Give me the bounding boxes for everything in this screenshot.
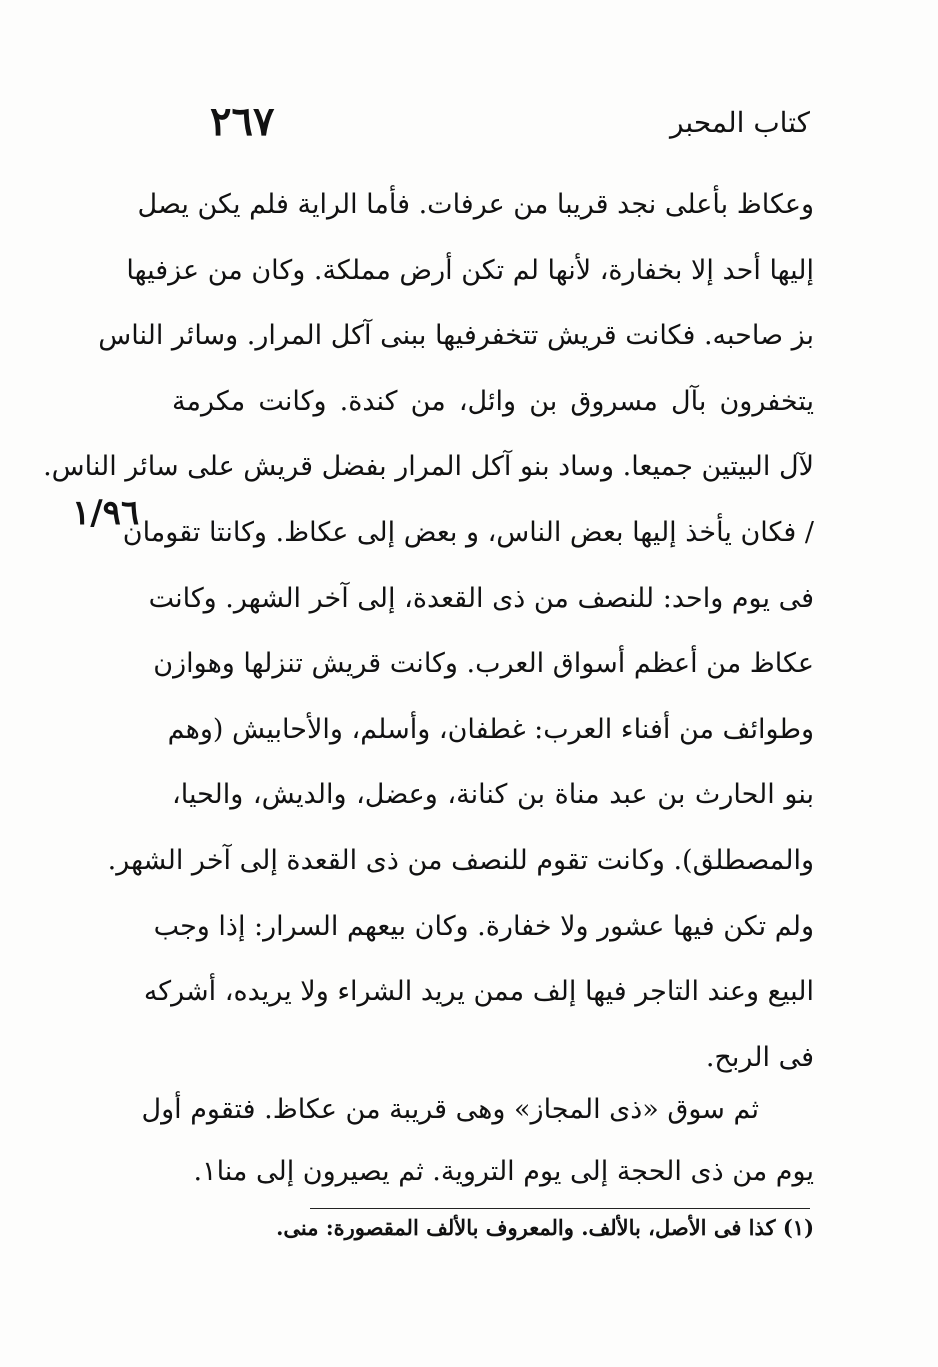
text-line: إليها أحد إلا بخفارة، لأنها لم تكن أرض مملكة. وكان من عزفيها (126, 254, 814, 286)
text-line: بنو الحارث بن عبد مناة بن كنانة، وعضل، والديش، والحيا، (172, 779, 814, 811)
text-line: / فكان يأخذ إليها بعض الناس، و بعض إلى عكاظ. وكانتا تقومان (122, 516, 814, 548)
text-line: ثم سوق «ذى المجاز» وهى قريبة من عكاظ. فتقوم أول (141, 1094, 759, 1125)
text-line: بز صاحبه. فكانت قريش تتخفرفيها ببنى آكل المرار. وسائر الناس (98, 320, 814, 352)
text-line: ولم تكن فيها عشور ولا خفارة. وكان بيعهم السرار: إذا وجب (153, 910, 814, 942)
text-line: يتخفرون بآل مسروق بن وائل، من كندة. وكانت مكرمة (172, 385, 814, 417)
footnote: (١) كذا فى الأصل، بالألف. والمعروف بالألف المقصورة: منى. (276, 1215, 814, 1240)
page-header (170, 98, 810, 158)
text-line: يوم من ذى الحجة إلى يوم التروية. ثم يصيرون إلى منا١. (193, 1156, 814, 1187)
text-line: فى يوم واحد: للنصف من ذى القعدة، إلى آخر الشهر. وكانت (148, 582, 814, 614)
book-title: كتاب المحبر (669, 106, 810, 139)
margin-page-reference: ١/٩٦ (72, 493, 140, 533)
text-line: لآل البيتين جميعا. وساد بنو آكل المرار بفضل قريش على سائر الناس. (43, 451, 814, 483)
text-line: والمصطلق). وكانت تقوم للنصف من ذى القعدة إلى آخر الشهر. (107, 844, 814, 876)
text-line: وعكاظ بأعلى نجد قريبا من عرفات. فأما الراية فلم يكن يصل (137, 189, 814, 220)
page-number: ٢٦٧ (210, 98, 275, 145)
second-paragraph (141, 1080, 814, 1204)
text-line: فى الربح. (705, 1041, 814, 1073)
footnote-divider (310, 1208, 810, 1209)
text-line: وطوائف من أفناء العرب: غطفان، وأسلم، والأحابيش (وهم (167, 713, 814, 745)
text-line: عكاظ من أعظم أسواق العرب. وكانت قريش تنزلها وهوازن (153, 648, 814, 680)
text-line: البيع وعند التاجر فيها إلف ممن يريد الشراء ولا يريده، أشركه (143, 976, 814, 1008)
